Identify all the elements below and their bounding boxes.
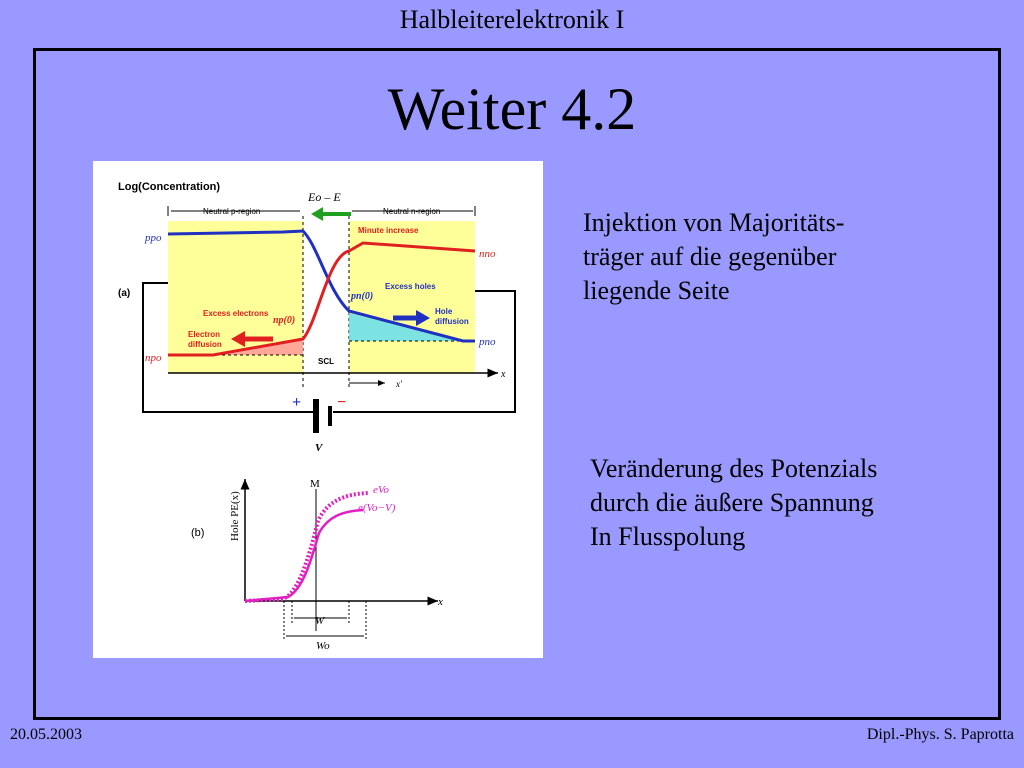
hole-diffusion-label-2: diffusion: [435, 317, 469, 326]
scl-label: SCL: [318, 357, 334, 366]
x-axis-label-b: x: [438, 596, 443, 608]
excess-electrons-label: Excess electrons: [203, 309, 269, 318]
x-axis-label-a: x: [501, 369, 506, 380]
excess-holes-label: Excess holes: [385, 282, 436, 291]
wo-label: Wo: [316, 640, 330, 652]
text-block-injection: [583, 206, 844, 308]
figure-b-label: (b): [191, 527, 205, 539]
text-line: In Flusspolung: [590, 522, 746, 551]
text-line: liegende Seite: [583, 276, 730, 305]
pe-curve-eVo: [245, 493, 368, 601]
pn-junction-diagram: [93, 161, 543, 658]
pe-curve-applied: [245, 510, 363, 601]
ppo-label: ppo: [145, 232, 162, 244]
battery-minus-label: −: [337, 394, 347, 411]
text-line: Injektion von Majoritäts-: [583, 208, 845, 237]
nno-label: nno: [479, 248, 496, 260]
footer-author: Dipl.-Phys. S. Paprotta: [866, 726, 1014, 743]
m-label: M: [310, 478, 320, 490]
electron-diffusion-label-2: diffusion: [188, 340, 222, 349]
neutral-p-region-label: Neutral p-region: [203, 207, 261, 216]
battery-plus-label: +: [292, 394, 302, 411]
pn0-label: pn(0): [351, 291, 374, 302]
header-title: Halbleiterelektronik I: [399, 5, 625, 34]
curve2-label: e(Vo−V): [358, 502, 396, 514]
np0-label: np(0): [273, 315, 296, 326]
neutral-n-region-label: Neutral n-region: [383, 207, 441, 216]
pno-label: pno: [479, 336, 496, 348]
text-line: durch die äußere Spannung: [590, 488, 874, 517]
minute-increase-label: Minute increase: [358, 226, 419, 235]
slide-title: Weiter 4.2: [387, 76, 637, 142]
npo-label: npo: [145, 352, 162, 364]
text-line: träger auf die gegenüber: [583, 242, 837, 271]
semiconductor-figure: [93, 161, 543, 658]
hole-diffusion-label-1: Hole: [435, 307, 453, 316]
curve1-label: eVo: [373, 484, 389, 496]
w-label: W: [315, 615, 325, 627]
x-prime-label: x′: [396, 379, 402, 389]
y-axis-title-b: Hole PE(x): [229, 491, 241, 541]
text-block-potential: [590, 452, 877, 554]
footer-date: 20.05.2003: [10, 726, 82, 743]
figure-a-label: (a): [118, 288, 131, 299]
text-line: Veränderung des Potenzials: [590, 454, 878, 483]
field-label: Eo – E: [308, 190, 341, 204]
battery-voltage-label: V: [315, 442, 323, 454]
y-axis-title-a: Log(Concentration): [118, 181, 221, 193]
electron-diffusion-label-1: Electron: [188, 330, 221, 339]
